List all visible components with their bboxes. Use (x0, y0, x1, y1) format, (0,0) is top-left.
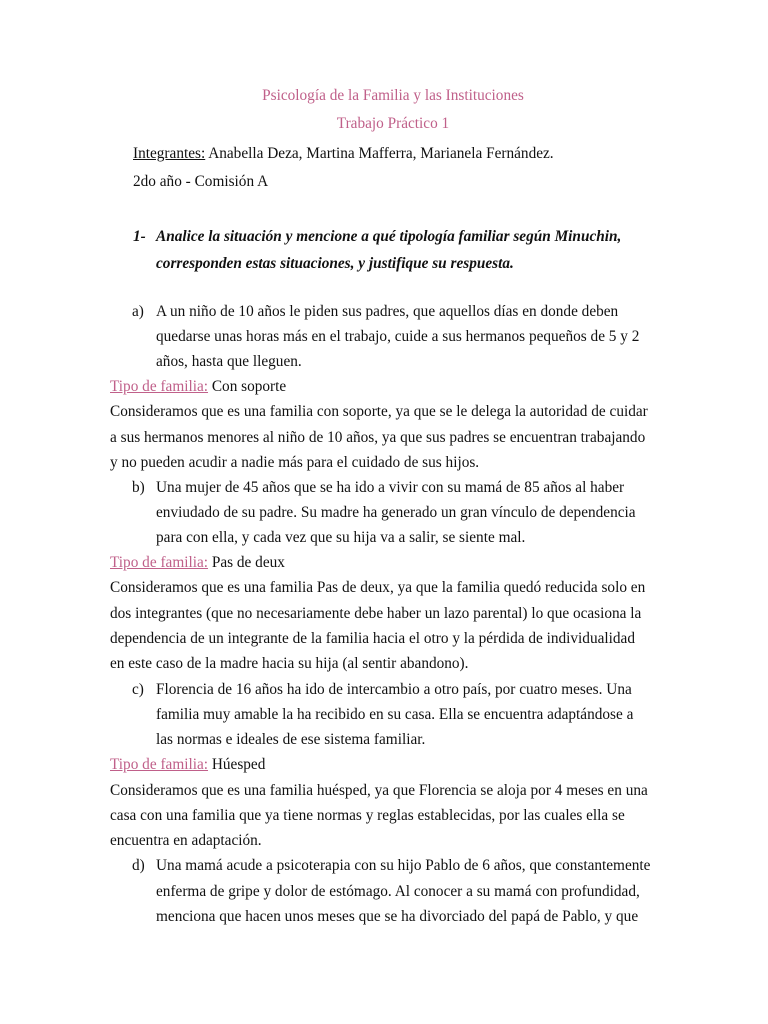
type-label: Tipo de familia: (110, 378, 209, 395)
case-a-answer-3: y no pueden acudir a nadie más para el cuidado de sus hijos. (110, 454, 480, 471)
course-line: 2do año - Comisión A (133, 173, 269, 190)
case-c-line-2: familia muy amable la ha recibido en su casa. Ella se encuentra adaptándose a (156, 706, 634, 723)
case-b-answer-2: dos integrantes (que no necesariamente debe haber un lazo parental) lo que ocasiona la (110, 605, 642, 622)
case-b-answer-1: Consideramos que es una familia Pas de deux, ya que la familia quedó reducida solo en (110, 579, 646, 596)
question-line-1: Analice la situación y mencione a qué tipología familiar según Minuchin, (156, 228, 622, 245)
type-label: Tipo de familia: (110, 756, 209, 773)
question-line-2: corresponden estas situaciones, y justifique su respuesta. (156, 255, 514, 272)
case-d-line-1: Una mamá acude a psicoterapia con su hijo Pablo de 6 años, que constantemente (156, 857, 651, 874)
case-d-letter: d) (132, 857, 145, 874)
case-c-answer-3: encuentra en adaptación. (110, 832, 262, 849)
case-a-type-value: Con soporte (208, 378, 287, 395)
case-c-answer-1: Consideramos que es una familia huésped, ya que Florencia se aloja por 4 meses en una (110, 782, 648, 799)
members-names: Anabella Deza, Martina Mafferra, Marianela Fernández. (205, 145, 554, 162)
case-b-line-3: para con ella, y cada vez que su hija va a salir, se siente mal. (156, 529, 526, 546)
document-title: Psicología de la Familia y las Instituciones (262, 87, 524, 104)
case-a-line-3: años, hasta que lleguen. (156, 353, 302, 370)
case-a-line-1: A un niño de 10 años le piden sus padres, que aquellos días en donde deben (156, 303, 619, 320)
case-a-line-2: quedarse unas horas más en el trabajo, cuide a sus hermanos pequeños de 5 y 2 (156, 328, 640, 345)
case-b-line-1: Una mujer de 45 años que se ha ido a vivir con su mamá de 85 años al haber (156, 479, 625, 496)
case-c-line-1: Florencia de 16 años ha ido de intercambio a otro país, por cuatro meses. Una (156, 681, 632, 698)
case-d-line-2: enferma de gripe y dolor de estómago. Al conocer a su mamá con profundidad, (156, 883, 640, 900)
case-d-line-3: menciona que hacen unos meses que se ha divorciado del papá de Pablo, y que (156, 908, 639, 925)
case-b-answer-4: en este caso de la madre hacia su hija (al sentir abandono). (110, 655, 469, 672)
document-subtitle: Trabajo Práctico 1 (336, 115, 450, 132)
case-b-answer-3: dependencia de un integrante de la familia hacia el otro y la pérdida de individualidad (110, 630, 635, 647)
case-c-letter: c) (132, 681, 144, 698)
case-a-type (110, 379, 286, 394)
case-c-answer-2: casa con una familia que ya tiene normas y reglas establecidas, por las cuales ella se (110, 807, 625, 824)
type-label: Tipo de familia: (110, 554, 209, 571)
case-b-line-2: enviudado de su padre. Su madre ha generado un gran vínculo de dependencia (156, 504, 636, 521)
case-b-letter: b) (132, 479, 145, 496)
case-b-type-value: Pas de deux (208, 554, 285, 571)
members-line (133, 146, 554, 161)
question-number: 1- (133, 228, 146, 245)
case-b-type (110, 555, 285, 570)
members-label: Integrantes: (133, 145, 206, 162)
case-a-answer-2: a sus hermanos menores al niño de 10 años, ya que sus padres se encuentran trabajando (110, 429, 646, 446)
case-a-answer-1: Consideramos que es una familia con soporte, ya que se le delega la autoridad de cuidar (110, 403, 648, 420)
case-c-type-value: Húesped (208, 756, 266, 773)
case-a-letter: a) (132, 303, 144, 320)
case-c-type (110, 757, 265, 772)
case-c-line-3: las normas e ideales de ese sistema familiar. (156, 731, 426, 748)
